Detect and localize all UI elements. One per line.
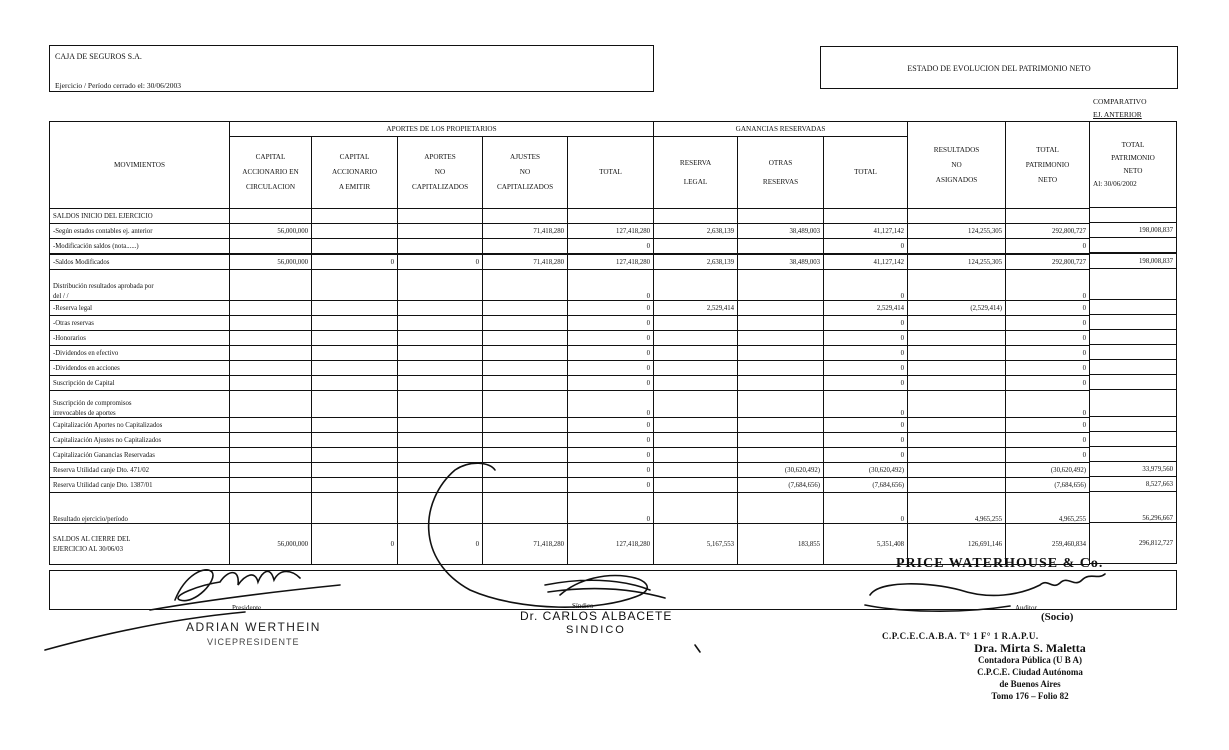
row-label-line: del / / xyxy=(53,293,69,300)
table-cell: 0 xyxy=(1006,433,1090,448)
table-cell: 5,167,553 xyxy=(654,524,738,565)
table-cell: 41,127,142 xyxy=(824,254,908,270)
table-cell: 0 xyxy=(568,331,654,346)
table-cell: (30,620,492) xyxy=(824,463,908,478)
table-cell: 0 xyxy=(824,376,908,391)
table-cell: 0 xyxy=(1006,316,1090,331)
table-cell: 0 xyxy=(398,254,483,270)
row-label-line: -Honorarios xyxy=(53,334,86,342)
table-cell: 0 xyxy=(824,331,908,346)
presidente-role: VICEPRESIDENTE xyxy=(207,637,300,647)
table-cell: 0 xyxy=(568,316,654,331)
table-cell: 56,000,000 xyxy=(230,224,312,239)
row-label-line: Reserva Utilidad canje Dto. 471/02 xyxy=(53,466,150,474)
table-cell: 56,000,000 xyxy=(230,524,312,565)
table-cell: 0 xyxy=(1006,448,1090,463)
company-name: CAJA DE SEGUROS S.A. xyxy=(55,52,142,61)
column-header-line: TOTAL xyxy=(854,168,877,176)
table-cell: (30,620,492) xyxy=(1006,463,1090,478)
comparative-header-line: NETO xyxy=(1123,166,1143,175)
column-header-line: NO xyxy=(519,168,531,176)
comparative-cell: 33,979,560 xyxy=(1090,462,1177,477)
table-cell: 0 xyxy=(568,478,654,493)
table-cell: 292,800,727 xyxy=(1006,224,1090,239)
column-header-line: RESERVAS xyxy=(762,177,799,186)
row-label-line: EJERCICIO AL 30/06/03 xyxy=(53,545,123,553)
row-label-line: Suscripción de Capital xyxy=(53,379,115,387)
table-cell: 0 xyxy=(568,270,654,301)
table-cell: 2,638,139 xyxy=(654,254,738,270)
table-cell: (7,684,656) xyxy=(1006,478,1090,493)
table-cell: 0 xyxy=(568,301,654,316)
stamp-title: Contadora Pública (U B A) xyxy=(977,655,1082,665)
presidente-name: ADRIAN WERTHEIN xyxy=(186,620,321,634)
table-cell: 127,418,280 xyxy=(568,524,654,565)
sindico-signature-icon xyxy=(429,463,665,607)
row-label-line: -Dividendos en efectivo xyxy=(53,349,119,357)
header-group-aportes: APORTES DE LOS PROPIETARIOS xyxy=(230,122,654,137)
row-label-line: -Otras reservas xyxy=(53,319,94,327)
table-cell: 0 xyxy=(824,418,908,433)
column-header-line: NO xyxy=(951,160,962,169)
comparative-cell: 56,296,667 xyxy=(1090,492,1177,523)
comparative-label-line1: COMPARATIVO xyxy=(1093,97,1147,106)
column-header-line: APORTES xyxy=(424,153,456,161)
stamp-folio: Tomo 176 – Folio 82 xyxy=(991,691,1069,701)
table-cell: 0 xyxy=(824,448,908,463)
comparative-cell: 198,008,837 xyxy=(1090,253,1177,269)
comparative-header-line: PATRIMONIO xyxy=(1111,153,1155,162)
column-header-line: TOTAL xyxy=(1036,145,1059,154)
comparative-cell: 296,812,727 xyxy=(1090,523,1177,564)
auditor-label: Auditor xyxy=(1015,604,1037,612)
table-cell: 124,255,305 xyxy=(908,254,1006,270)
table-cell: 4,965,255 xyxy=(908,493,1006,524)
table-cell: 0 xyxy=(568,391,654,418)
table-cell: 0 xyxy=(568,346,654,361)
comparative-cell: 198,008,837 xyxy=(1090,223,1177,238)
row-label-line: Suscripción de compromisos xyxy=(53,400,132,407)
table-cell: 0 xyxy=(824,361,908,376)
row-label-line: -Saldos Modificados xyxy=(53,258,110,266)
table-cell: (2,529,414) xyxy=(908,301,1006,316)
presidente-label: Presidente xyxy=(232,604,262,612)
table-cell: 126,691,146 xyxy=(908,524,1006,565)
table-cell: 0 xyxy=(824,346,908,361)
table-cell: 0 xyxy=(1006,301,1090,316)
table-cell: 0 xyxy=(312,524,398,565)
row-label-line: Capitalización Aportes no Capitalizados xyxy=(53,421,163,429)
table-cell: 5,351,408 xyxy=(824,524,908,565)
row-label-line: Capitalización Ganancias Reservadas xyxy=(53,451,155,459)
partner-label: (Socio) xyxy=(1041,611,1074,623)
row-label-line: Reserva Utilidad canje Dto. 1387/01 xyxy=(53,481,153,489)
table-cell: 0 xyxy=(1006,361,1090,376)
column-header-line: PATRIMONIO xyxy=(1025,160,1070,169)
table-cell: 38,489,003 xyxy=(738,254,824,270)
column-header-line: RESULTADOS xyxy=(933,145,980,154)
table-cell: 183,855 xyxy=(738,524,824,565)
table-cell: 0 xyxy=(568,361,654,376)
report-title: ESTADO DE EVOLUCION DEL PATRIMONIO NETO xyxy=(907,64,1091,73)
table-cell: 0 xyxy=(1006,418,1090,433)
row-label-line: Distribución resultados aprobada por xyxy=(53,283,154,290)
row-label-line: -Modificación saldos (nota......) xyxy=(53,242,139,250)
column-header-line: CAPITAL xyxy=(255,153,286,161)
table-cell: 38,489,003 xyxy=(738,224,824,239)
table-cell: 0 xyxy=(1006,331,1090,346)
sindico-name: Dr. CARLOS ALBACETE xyxy=(520,609,673,623)
table-cell: 0 xyxy=(824,270,908,301)
stamp-name: Dra. Mirta S. Maletta xyxy=(974,641,1086,655)
table-cell: 292,800,727 xyxy=(1006,254,1090,270)
stamp-registration: C.P.C.E.C.A.B.A. T° 1 F° 1 R.A.P.U. xyxy=(882,631,1039,641)
table-cell: (7,684,656) xyxy=(824,478,908,493)
column-header-line: ASIGNADOS xyxy=(935,175,978,184)
table-cell: 0 xyxy=(568,433,654,448)
table-cell: (7,684,656) xyxy=(738,478,824,493)
table-cell: 71,418,280 xyxy=(483,224,568,239)
column-header-line: CIRCULACION xyxy=(245,183,296,191)
table-cell: 0 xyxy=(568,463,654,478)
row-label-line: Capitalización Ajustes no Capitalizados xyxy=(53,436,162,444)
column-header-line: RESERVA xyxy=(679,158,712,167)
table-cell: 127,418,280 xyxy=(568,254,654,270)
presidente-signature-icon xyxy=(45,570,340,650)
sindico-role: SINDICO xyxy=(566,624,626,636)
auditor-signature-icon xyxy=(865,574,1105,611)
audit-firm: PRICE WATERHOUSE & Co. xyxy=(896,556,1104,571)
header-group-ganancias: GANANCIAS RESERVADAS xyxy=(654,122,908,137)
table-cell: 0 xyxy=(1006,270,1090,301)
column-header-line: ACCIONARIO xyxy=(331,168,378,176)
table-cell: 0 xyxy=(568,448,654,463)
column-header-line: NO xyxy=(434,168,446,176)
table-cell: 0 xyxy=(824,316,908,331)
stamp-city: de Buenos Aires xyxy=(999,679,1061,689)
table-cell: 0 xyxy=(568,493,654,524)
column-header-line: CAPITALIZADOS xyxy=(411,183,469,191)
table-cell: 259,460,834 xyxy=(1006,524,1090,565)
table-cell: 0 xyxy=(824,493,908,524)
table-cell: 0 xyxy=(824,391,908,418)
comparative-header-line: TOTAL xyxy=(1121,140,1145,149)
table-cell: 0 xyxy=(1006,391,1090,418)
table-cell: 0 xyxy=(568,418,654,433)
column-header-line: CAPITALIZADOS xyxy=(496,183,554,191)
row-label-line: SALDOS AL CIERRE DEL xyxy=(53,535,131,543)
table-cell: 124,255,305 xyxy=(908,224,1006,239)
table-cell: 0 xyxy=(312,254,398,270)
row-label-line: SALDOS INICIO DEL EJERCICIO xyxy=(53,212,153,220)
column-header-line: OTRAS xyxy=(768,158,793,167)
table-cell: 0 xyxy=(568,239,654,255)
table-cell: 71,418,280 xyxy=(483,524,568,565)
table-cell: 0 xyxy=(398,524,483,565)
column-header-line: CAPITAL xyxy=(339,153,370,161)
table-cell: 56,000,000 xyxy=(230,254,312,270)
table-cell: 0 xyxy=(568,376,654,391)
row-label-line: -Reserva legal xyxy=(53,304,93,312)
comparative-label-line2: EJ. ANTERIOR xyxy=(1093,110,1142,119)
table-cell: 2,638,139 xyxy=(654,224,738,239)
table-cell: 2,529,414 xyxy=(654,301,738,316)
table-cell: 0 xyxy=(1006,376,1090,391)
table-cell: 4,965,255 xyxy=(1006,493,1090,524)
table-cell: 0 xyxy=(1006,346,1090,361)
period-label: Ejercicio / Período cerrado el: 30/06/2003 xyxy=(55,81,182,90)
header-movimientos: MOVIMIENTOS xyxy=(50,122,230,209)
stamp-council: C.P.C.E. Ciudad Autónoma xyxy=(977,667,1083,677)
row-label-line: -Según estados contables ej. anterior xyxy=(53,227,153,235)
column-header-line: TOTAL xyxy=(599,168,622,176)
comparative-header-line: Al: 30/06/2002 xyxy=(1093,179,1137,188)
row-label-line: irrevocables de aportes xyxy=(53,410,116,417)
table-cell: 0 xyxy=(1006,239,1090,255)
table-cell: (30,620,492) xyxy=(738,463,824,478)
sindico-label: Síndico xyxy=(572,602,594,610)
table-cell: 0 xyxy=(824,433,908,448)
table-cell: 0 xyxy=(824,239,908,255)
row-label-line: -Dividendos en acciones xyxy=(53,364,120,372)
column-header-line: LEGAL xyxy=(683,177,708,186)
table-cell: 2,529,414 xyxy=(824,301,908,316)
table-cell: 71,418,280 xyxy=(483,254,568,270)
comparative-cell: 8,527,663 xyxy=(1090,477,1177,492)
column-header-line: ACCIONARIO EN xyxy=(242,168,299,176)
table-cell: 41,127,142 xyxy=(824,224,908,239)
column-header-line: NETO xyxy=(1038,175,1058,184)
table-cell: 127,418,280 xyxy=(568,224,654,239)
column-header-line: A EMITIR xyxy=(338,183,371,191)
row-label-line: Resultado ejercicio/período xyxy=(53,516,128,523)
column-header-line: AJUSTES xyxy=(510,153,540,161)
